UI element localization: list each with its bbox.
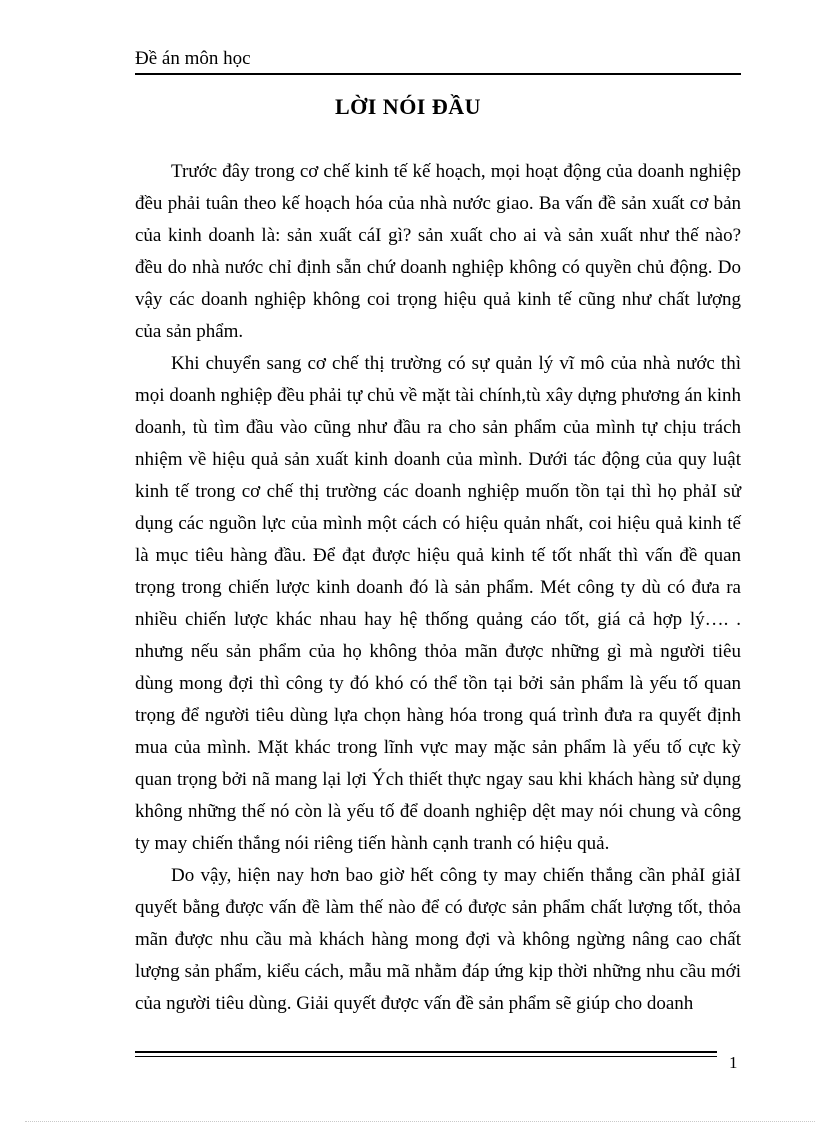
header-rule (135, 73, 741, 75)
paragraph-2: Khi chuyển sang cơ chế thị trường có sự quản lý vĩ mô của nhà nước thì mọi doanh nghiệp đều phải tự chủ về mặt tài chính,tù xây dựng phương án kinh doanh, tù tìm đầu vào cũng như đầu ra cho sản phẩm của mình tự chịu trách nhiệm về hiệu quả sản xuất kinh doanh của mình. Dưới tác động của quy luật kinh tế trong cơ chế thị trường các doanh nghiệp muốn tồn tại thì họ phảI sử dụng các nguồn lực của mình một cách có hiệu quản nhất, coi hiệu quả kinh tế là mục tiêu hàng đầu. Để đạt được hiệu quả kinh tế tốt nhất thì vấn đề quan trọng trong chiến lược kinh doanh đó là sản phẩm. Mét công ty dù có đưa ra nhiều chiến lược khác nhau hay hệ thống quảng cáo tốt, giá cả hợp lý…. . nhưng nếu sản phẩm của họ không thỏa mãn được những gì mà người tiêu dùng mong đợi thì công ty đó khó có thể tồn tại bởi sản phẩm là yếu tố quan trọng để người tiêu dùng lựa chọn hàng hóa trong quá trình đưa ra quyết định mua của mình. Mặt khác trong lĩnh vực may mặc sản phẩm là yếu tố cực kỳ quan trọng bởi nã mang lại lợi Ých thiết thực ngay sau khi khách hàng sử dụng không những thế nó còn là yếu tố để doanh nghiệp dệt may nói chung và công ty may chiến thắng nói riêng tiến hành cạnh tranh có hiệu quả. (135, 353, 741, 854)
page-header: Đề án môn học (135, 48, 251, 69)
document-title: LỜI NÓI ĐẦU (334, 94, 482, 119)
paragraph-1: Trước đây trong cơ chế kinh tế kế hoạch, mọi hoạt động của doanh nghiệp đều phải tuân theo kế hoạch hóa của nhà nước giao. Ba vấn đề sản xuất cơ bản của kinh doanh là: sản xuất cáI gì? sản xuất cho ai và sản xuất như thế nào? đều do nhà nước chỉ định sẵn chứ doanh nghiệp không có quyền chủ động. Do vậy các doanh nghiệp không coi trọng hiệu quả kinh tế cũng như chất lượng của sản phẩm. (135, 161, 741, 342)
paragraph-3: Do vậy, hiện nay hơn bao giờ hết công ty may chiến thắng cần phảI giảI quyết bằng được vấn đề làm thế nào để có được sản phẩm chất lượng tốt, thỏa mãn được nhu cầu mà khách hàng mong đợi và không ngừng nâng cao chất lượng sản phẩm, kiểu cách, mẫu mã nhằm đáp ứng kịp thời những nhu cầu mới của người tiêu dùng. Giải quyết được vấn đề sản phẩm sẽ giúp cho doanh (135, 865, 741, 1014)
document-body (135, 156, 741, 1020)
footer-rule (135, 1051, 717, 1057)
page-number: 1 (729, 1053, 738, 1072)
page-bottom-edge (25, 1121, 815, 1122)
